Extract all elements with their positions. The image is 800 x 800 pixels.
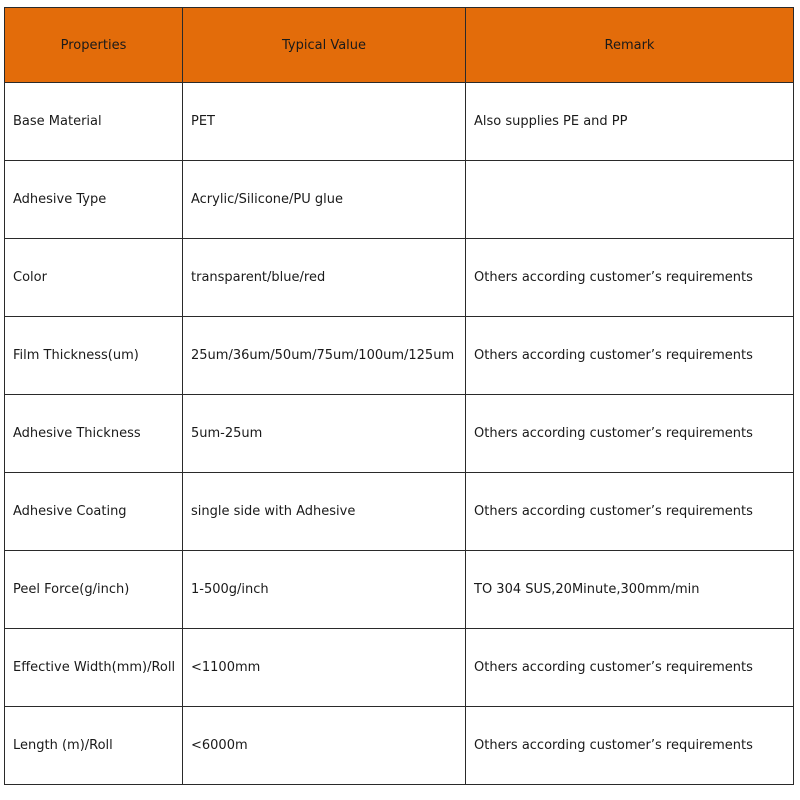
table-row [5,317,794,395]
cell-value: transparent/blue/red [183,239,466,317]
cell-remark: Others according customer’s requirements [466,629,794,707]
cell-value: <1100mm [183,629,466,707]
cell-property: Film Thickness(um) [5,317,183,395]
cell-value: 5um-25um [183,395,466,473]
table-row [5,551,794,629]
cell-value: <6000m [183,707,466,785]
cell-remark: Others according customer’s requirements [466,317,794,395]
cell-value: PET [183,83,466,161]
table-header [5,8,794,83]
cell-remark: TO 304 SUS,20Minute,300mm/min [466,551,794,629]
table-body [5,83,794,785]
cell-property: Peel Force(g/inch) [5,551,183,629]
cell-value: single side with Adhesive [183,473,466,551]
table-row [5,629,794,707]
cell-property: Color [5,239,183,317]
cell-property: Length (m)/Roll [5,707,183,785]
header-row [5,8,794,83]
cell-property: Adhesive Type [5,161,183,239]
cell-remark [466,161,794,239]
cell-remark: Others according customer’s requirements [466,395,794,473]
cell-remark: Others according customer’s requirements [466,239,794,317]
cell-value: 25um/36um/50um/75um/100um/125um [183,317,466,395]
cell-remark: Others according customer’s requirements [466,473,794,551]
cell-property: Base Material [5,83,183,161]
table-row [5,707,794,785]
cell-remark: Others according customer’s requirements [466,707,794,785]
header-typical-value: Typical Value [183,8,466,83]
cell-remark: Also supplies PE and PP [466,83,794,161]
table-row [5,239,794,317]
table-row [5,395,794,473]
header-remark: Remark [466,8,794,83]
cell-property: Adhesive Thickness [5,395,183,473]
header-properties: Properties [5,8,183,83]
table-row [5,473,794,551]
table-row [5,83,794,161]
cell-property: Adhesive Coating [5,473,183,551]
cell-property: Effective Width(mm)/Roll [5,629,183,707]
cell-value: 1-500g/inch [183,551,466,629]
spec-table [4,7,794,785]
table-row [5,161,794,239]
cell-value: Acrylic/Silicone/PU glue [183,161,466,239]
